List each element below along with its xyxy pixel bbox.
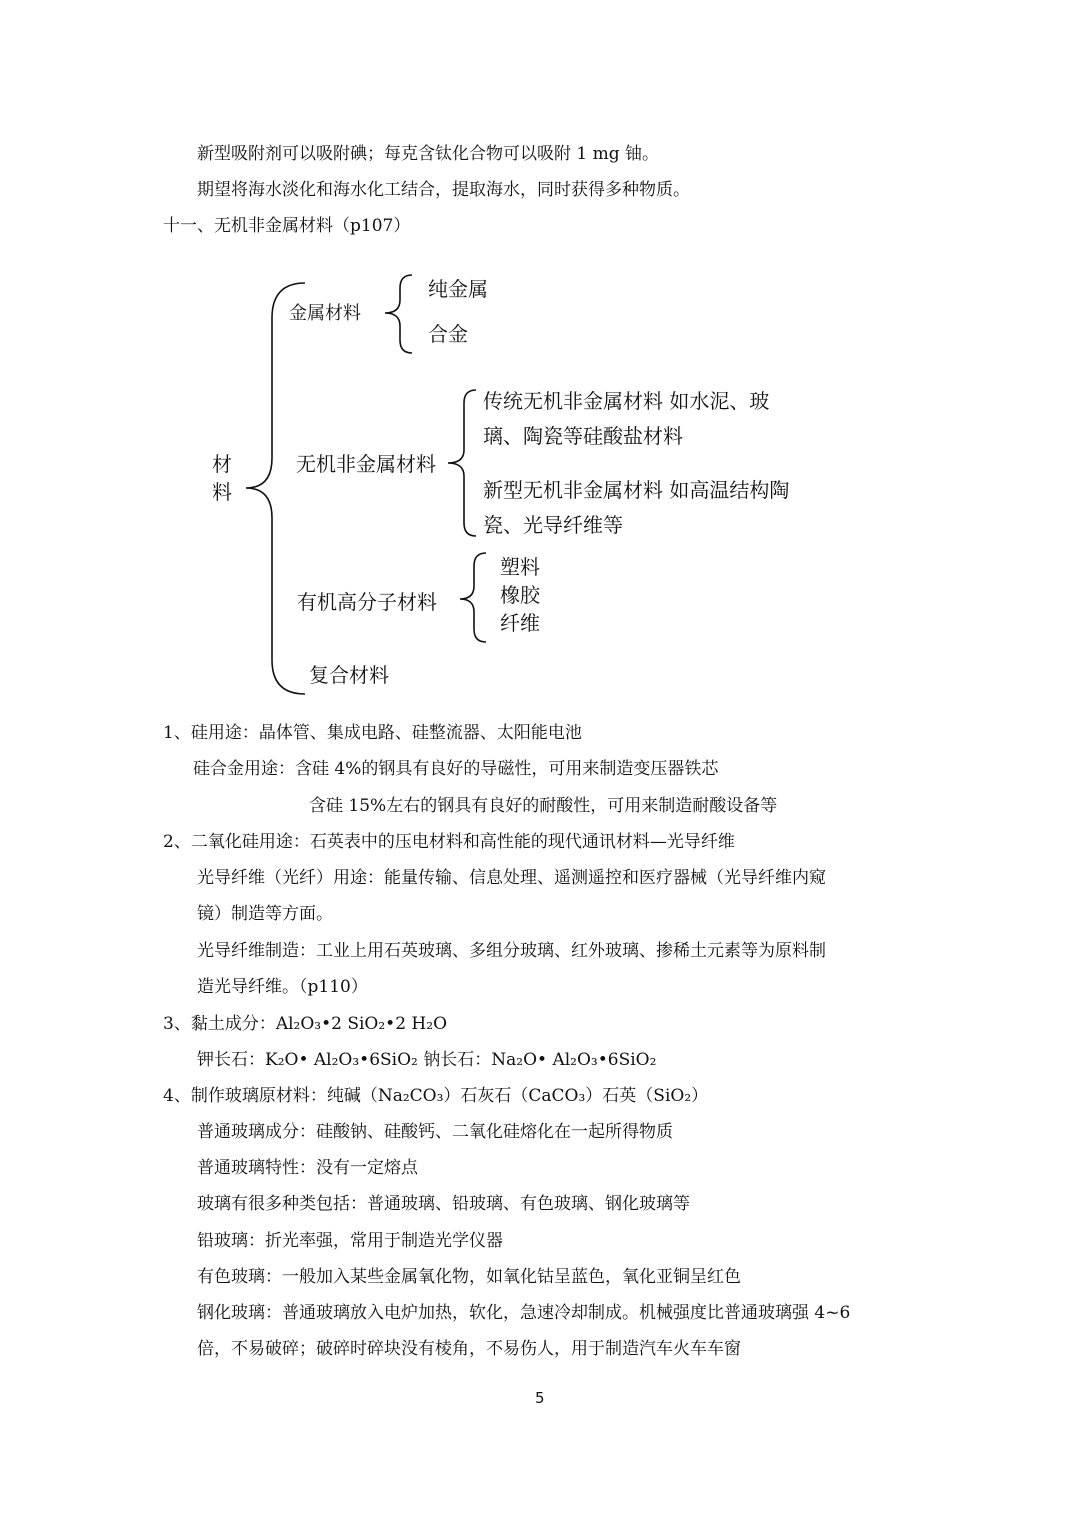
organic-label: 有机高分子材料 — [297, 590, 437, 614]
item-2-line-2: 镜）制造等方面。 — [197, 904, 333, 924]
item-3-head: 3、黏土成分：Al₂O₃•2 SiO₂•2 H₂O — [163, 1014, 448, 1034]
item-2-line-3: 光导纤维制造：工业上用石英玻璃、多组分玻璃、红外玻璃、掺稀土元素等为原料制 — [197, 941, 826, 961]
item-4-line-7: 倍，不易破碎；破碎时碎块没有棱角，不易伤人，用于制造汽车火车车窗 — [197, 1339, 741, 1359]
section-title: 十一、无机非金属材料（p107） — [163, 216, 411, 236]
organic-rubber: 橡胶 — [500, 583, 540, 607]
item-3-line-1: 钾长石：K₂O• Al₂O₃•6SiO₂ 钠长石：Na₂O• Al₂O₃•6SiO₂ — [197, 1050, 657, 1070]
item-2-line-4: 造光导纤维。（p110） — [197, 977, 368, 997]
item-4-head: 4、制作玻璃原材料：纯碱（Na₂CO₃）石灰石（CaCO₃）石英（SiO₂） — [163, 1086, 709, 1106]
item-4-line-6: 钢化玻璃：普通玻璃放入电炉加热，软化，急速冷却制成。机械强度比普通玻璃强 4~6 — [197, 1303, 851, 1323]
intro-line-2: 期望将海水淡化和海水化工结合，提取海水，同时获得多种物质。 — [197, 180, 690, 200]
item-1-line-2: 含硅 15%左右的钢具有良好的耐酸性，可用来制造耐酸设备等 — [309, 796, 778, 816]
item-1-head: 1、硅用途：晶体管、集成电路、硅整流器、太阳能电池 — [163, 723, 582, 743]
metal-pure: 纯金属 — [428, 277, 488, 301]
inorganic-label: 无机非金属材料 — [296, 452, 436, 476]
item-2-head: 2、二氧化硅用途：石英表中的压电材料和高性能的现代通讯材料—光导纤维 — [163, 832, 735, 852]
organic-brace — [460, 553, 486, 642]
root-label-1: 材 — [212, 452, 232, 476]
traditional-line-1: 传统无机非金属材料 如水泥、玻 — [483, 389, 770, 413]
item-1-line-1: 硅合金用途：含硅 4%的钢具有良好的导磁性，可用来制造变压器铁芯 — [193, 759, 719, 779]
root-label-2: 料 — [212, 480, 232, 504]
metal-label: 金属材料 — [289, 303, 361, 324]
item-4-line-4: 铅玻璃：折光率强，常用于制造光学仪器 — [197, 1231, 503, 1251]
traditional-line-2: 璃、陶瓷等硅酸盐材料 — [483, 424, 683, 448]
page-number: 5 — [535, 1389, 545, 1407]
item-4-line-3: 玻璃有很多种类包括：普通玻璃、铅玻璃、有色玻璃、钢化玻璃等 — [197, 1194, 690, 1214]
inorganic-brace — [448, 390, 476, 536]
metal-brace — [385, 275, 412, 353]
organic-fiber: 纤维 — [500, 611, 540, 635]
organic-plastic: 塑料 — [500, 555, 540, 579]
item-4-line-1: 普通玻璃成分：硅酸钠、硅酸钙、二氧化硅熔化在一起所得物质 — [197, 1122, 673, 1142]
item-4-line-5: 有色玻璃：一般加入某些金属氧化物，如氧化钴呈蓝色，氧化亚铜呈红色 — [197, 1267, 741, 1287]
item-4-line-2: 普通玻璃特性：没有一定熔点 — [197, 1158, 418, 1178]
root-brace — [246, 283, 305, 694]
new-line-1: 新型无机非金属材料 如高温结构陶 — [483, 478, 790, 502]
new-line-2: 瓷、光导纤维等 — [483, 513, 623, 537]
intro-line-1: 新型吸附剂可以吸附碘；每克含钛化合物可以吸附 1 mg 铀。 — [197, 144, 660, 164]
composite-label: 复合材料 — [309, 663, 389, 687]
item-2-line-1: 光导纤维（光纤）用途：能量传输、信息处理、遥测遥控和医疗器械（光导纤维内窥 — [197, 868, 826, 888]
metal-alloy: 合金 — [428, 322, 468, 346]
